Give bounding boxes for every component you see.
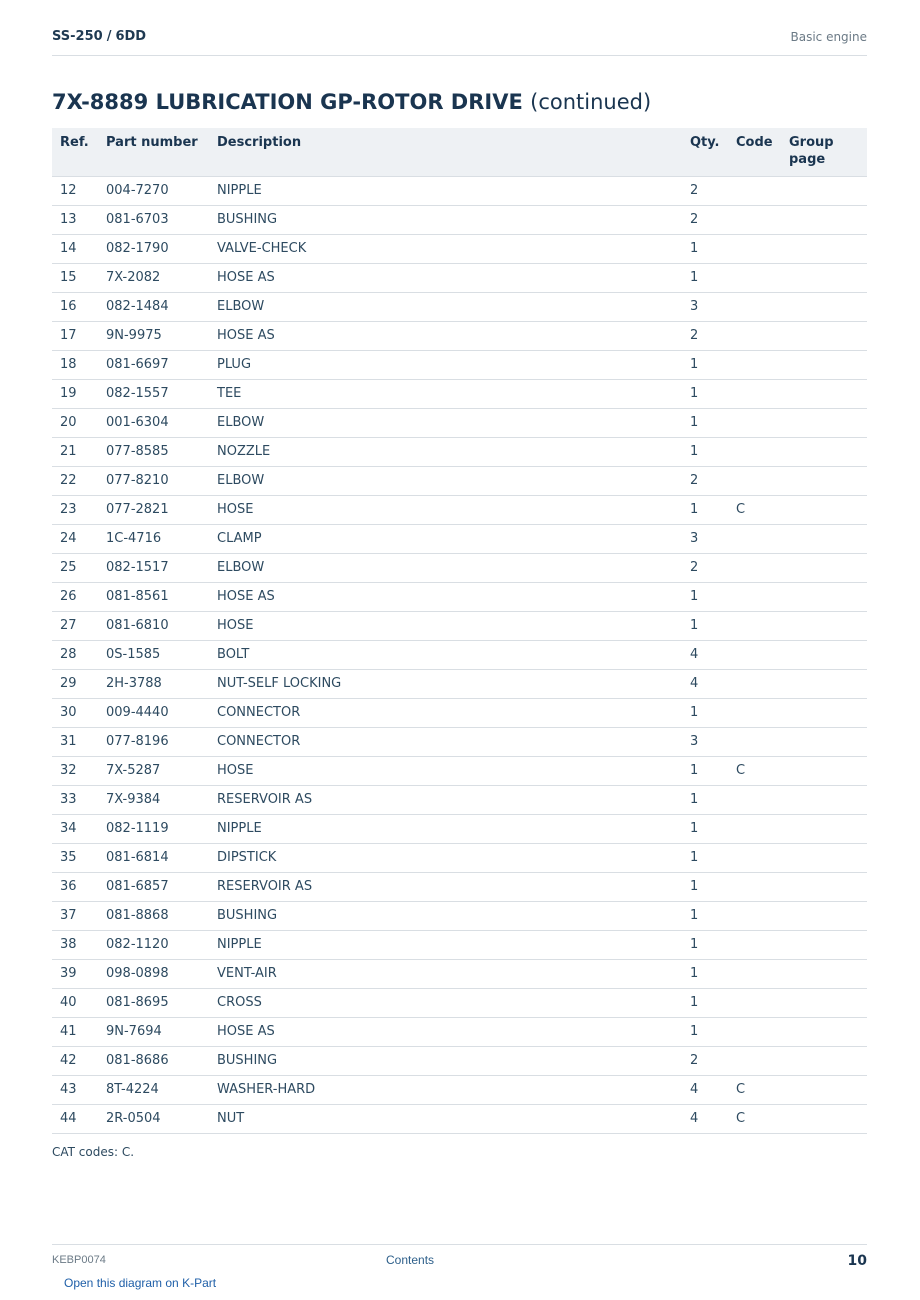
table-row <box>52 814 867 843</box>
cell-part-number: 082-1790 <box>98 234 209 263</box>
cell-qty: 1 <box>682 930 728 959</box>
cell-qty: 1 <box>682 959 728 988</box>
cell-code: C <box>728 1104 781 1133</box>
cell-description: NUT-SELF LOCKING <box>209 669 682 698</box>
table-row <box>52 930 867 959</box>
cell-group-page <box>781 350 867 379</box>
cell-part-number: 081-8686 <box>98 1046 209 1075</box>
table-row <box>52 524 867 553</box>
cell-description: HOSE <box>209 495 682 524</box>
cell-ref: 37 <box>52 901 98 930</box>
cell-description: WASHER-HARD <box>209 1075 682 1104</box>
table-row <box>52 756 867 785</box>
cell-group-page <box>781 553 867 582</box>
cell-code <box>728 930 781 959</box>
table-row <box>52 466 867 495</box>
cell-group-page <box>781 988 867 1017</box>
cell-ref: 36 <box>52 872 98 901</box>
cell-qty: 4 <box>682 669 728 698</box>
cell-code <box>728 872 781 901</box>
cell-code <box>728 698 781 727</box>
table-row <box>52 872 867 901</box>
cell-group-page <box>781 408 867 437</box>
cell-part-number: 1C-4716 <box>98 524 209 553</box>
cell-qty: 1 <box>682 582 728 611</box>
cell-part-number: 081-6697 <box>98 350 209 379</box>
cell-part-number: 082-1120 <box>98 930 209 959</box>
cell-part-number: 081-6814 <box>98 843 209 872</box>
cell-code <box>728 669 781 698</box>
cell-description: HOSE <box>209 756 682 785</box>
table-row <box>52 1104 867 1133</box>
cell-description: ELBOW <box>209 408 682 437</box>
cell-part-number: 7X-5287 <box>98 756 209 785</box>
cell-qty: 1 <box>682 1017 728 1046</box>
cell-group-page <box>781 1075 867 1104</box>
cell-part-number: 009-4440 <box>98 698 209 727</box>
cell-qty: 4 <box>682 1104 728 1133</box>
parts-table-header <box>52 128 867 176</box>
cell-ref: 14 <box>52 234 98 263</box>
cell-qty: 1 <box>682 379 728 408</box>
cell-description: TEE <box>209 379 682 408</box>
cell-qty: 2 <box>682 553 728 582</box>
table-row <box>52 379 867 408</box>
cell-group-page <box>781 843 867 872</box>
cell-ref: 21 <box>52 437 98 466</box>
contents-link[interactable]: Contents <box>386 1253 435 1267</box>
cell-qty: 1 <box>682 843 728 872</box>
cell-group-page <box>781 524 867 553</box>
cell-description: CLAMP <box>209 524 682 553</box>
cell-qty: 1 <box>682 814 728 843</box>
cell-description: NIPPLE <box>209 930 682 959</box>
cell-part-number: 098-0898 <box>98 959 209 988</box>
cell-description: BUSHING <box>209 1046 682 1075</box>
cell-ref: 43 <box>52 1075 98 1104</box>
cell-code <box>728 1046 781 1075</box>
cell-code <box>728 785 781 814</box>
cell-code <box>728 263 781 292</box>
cell-group-page <box>781 1046 867 1075</box>
cell-description: NIPPLE <box>209 814 682 843</box>
model-name: SS-250 <box>52 29 103 44</box>
cell-description: PLUG <box>209 350 682 379</box>
cell-description: HOSE <box>209 611 682 640</box>
cell-part-number: 2H-3788 <box>98 669 209 698</box>
cell-code <box>728 379 781 408</box>
cell-part-number: 077-2821 <box>98 495 209 524</box>
cell-ref: 23 <box>52 495 98 524</box>
cell-qty: 1 <box>682 698 728 727</box>
cell-part-number: 0S-1585 <box>98 640 209 669</box>
cell-ref: 40 <box>52 988 98 1017</box>
table-row <box>52 669 867 698</box>
cell-qty: 1 <box>682 901 728 930</box>
cell-qty: 1 <box>682 234 728 263</box>
cell-ref: 22 <box>52 466 98 495</box>
cell-code <box>728 582 781 611</box>
table-row <box>52 1046 867 1075</box>
cell-qty: 2 <box>682 205 728 234</box>
cell-code <box>728 466 781 495</box>
cell-ref: 30 <box>52 698 98 727</box>
table-row <box>52 582 867 611</box>
cell-part-number: 8T-4224 <box>98 1075 209 1104</box>
cell-description: ELBOW <box>209 292 682 321</box>
cell-description: NOZZLE <box>209 437 682 466</box>
cell-ref: 42 <box>52 1046 98 1075</box>
cell-ref: 28 <box>52 640 98 669</box>
col-part-number: Part number <box>98 128 209 176</box>
cell-group-page <box>781 669 867 698</box>
cell-part-number: 081-8868 <box>98 901 209 930</box>
cell-ref: 25 <box>52 553 98 582</box>
document-id: KEBP0074 <box>52 1254 106 1266</box>
cell-description: RESERVOIR AS <box>209 785 682 814</box>
cell-ref: 38 <box>52 930 98 959</box>
cell-group-page <box>781 582 867 611</box>
cell-code: C <box>728 1075 781 1104</box>
cell-ref: 34 <box>52 814 98 843</box>
cell-ref: 31 <box>52 727 98 756</box>
cell-group-page <box>781 930 867 959</box>
cell-code <box>728 176 781 205</box>
table-row <box>52 727 867 756</box>
table-row <box>52 176 867 205</box>
cell-ref: 44 <box>52 1104 98 1133</box>
table-row <box>52 234 867 263</box>
cell-code <box>728 524 781 553</box>
cell-qty: 1 <box>682 611 728 640</box>
cell-qty: 1 <box>682 263 728 292</box>
cell-group-page <box>781 495 867 524</box>
cell-ref: 41 <box>52 1017 98 1046</box>
cell-qty: 1 <box>682 872 728 901</box>
cell-description: VENT-AIR <box>209 959 682 988</box>
table-row <box>52 205 867 234</box>
cell-part-number: 081-6810 <box>98 611 209 640</box>
cell-part-number: 7X-2082 <box>98 263 209 292</box>
cell-qty: 2 <box>682 466 728 495</box>
col-ref: Ref. <box>52 128 98 176</box>
title-main: 7X-8889 LUBRICATION GP-ROTOR DRIVE <box>52 90 523 114</box>
cell-group-page <box>781 698 867 727</box>
cell-description: BUSHING <box>209 205 682 234</box>
cell-qty: 4 <box>682 640 728 669</box>
col-code: Code <box>728 128 781 176</box>
col-group-page: Group page <box>781 128 867 176</box>
cell-qty: 2 <box>682 321 728 350</box>
cell-code <box>728 292 781 321</box>
cell-qty: 3 <box>682 524 728 553</box>
cell-part-number: 001-6304 <box>98 408 209 437</box>
cell-part-number: 081-8695 <box>98 988 209 1017</box>
cell-code <box>728 959 781 988</box>
cell-group-page <box>781 263 867 292</box>
cell-group-page <box>781 234 867 263</box>
cell-part-number: 9N-7694 <box>98 1017 209 1046</box>
cell-ref: 18 <box>52 350 98 379</box>
title-suffix: (continued) <box>530 90 652 114</box>
table-row <box>52 437 867 466</box>
cell-code: C <box>728 495 781 524</box>
cell-group-page <box>781 814 867 843</box>
col-qty: Qty. <box>682 128 728 176</box>
cell-code <box>728 611 781 640</box>
cell-group-page <box>781 292 867 321</box>
table-row <box>52 698 867 727</box>
cat-codes-note: CAT codes: C. <box>52 1145 135 1159</box>
cell-part-number: 2R-0504 <box>98 1104 209 1133</box>
cell-group-page <box>781 176 867 205</box>
cell-group-page <box>781 379 867 408</box>
cell-description: NIPPLE <box>209 176 682 205</box>
table-row <box>52 292 867 321</box>
cell-code <box>728 843 781 872</box>
header-separator: / <box>106 29 112 44</box>
cell-description: HOSE AS <box>209 582 682 611</box>
page-footer <box>52 1244 867 1269</box>
cell-description: CONNECTOR <box>209 698 682 727</box>
cell-group-page <box>781 640 867 669</box>
cell-description: CROSS <box>209 988 682 1017</box>
cell-description: RESERVOIR AS <box>209 872 682 901</box>
table-row <box>52 843 867 872</box>
page-title <box>52 90 651 114</box>
cell-ref: 16 <box>52 292 98 321</box>
cell-group-page <box>781 611 867 640</box>
table-row <box>52 1017 867 1046</box>
cell-code: C <box>728 756 781 785</box>
cell-description: NUT <box>209 1104 682 1133</box>
cell-ref: 29 <box>52 669 98 698</box>
cell-part-number: 082-1517 <box>98 553 209 582</box>
col-description: Description <box>209 128 682 176</box>
cell-part-number: 081-8561 <box>98 582 209 611</box>
model-engine-label <box>52 29 146 44</box>
cell-description: HOSE AS <box>209 263 682 292</box>
cell-code <box>728 553 781 582</box>
cell-part-number: 081-6703 <box>98 205 209 234</box>
cell-code <box>728 901 781 930</box>
table-row <box>52 611 867 640</box>
cell-ref: 24 <box>52 524 98 553</box>
cell-code <box>728 814 781 843</box>
cell-code <box>728 437 781 466</box>
cell-description: HOSE AS <box>209 321 682 350</box>
cell-group-page <box>781 321 867 350</box>
cell-group-page <box>781 466 867 495</box>
cell-qty: 2 <box>682 1046 728 1075</box>
cell-part-number: 082-1119 <box>98 814 209 843</box>
cell-part-number: 082-1557 <box>98 379 209 408</box>
cell-code <box>728 1017 781 1046</box>
cell-group-page <box>781 872 867 901</box>
cell-ref: 32 <box>52 756 98 785</box>
table-row <box>52 321 867 350</box>
page-header <box>52 29 867 56</box>
table-row <box>52 350 867 379</box>
table-row <box>52 263 867 292</box>
table-row <box>52 1075 867 1104</box>
cell-part-number: 9N-9975 <box>98 321 209 350</box>
cell-part-number: 004-7270 <box>98 176 209 205</box>
open-diagram-link[interactable]: Open this diagram on K-Part <box>64 1276 217 1290</box>
cell-description: ELBOW <box>209 553 682 582</box>
cell-group-page <box>781 727 867 756</box>
table-row <box>52 959 867 988</box>
cell-group-page <box>781 785 867 814</box>
cell-code <box>728 408 781 437</box>
cell-group-page <box>781 437 867 466</box>
cell-qty: 1 <box>682 756 728 785</box>
cell-code <box>728 350 781 379</box>
cell-group-page <box>781 1017 867 1046</box>
cell-group-page <box>781 205 867 234</box>
cell-qty: 3 <box>682 292 728 321</box>
cell-part-number: 082-1484 <box>98 292 209 321</box>
cell-description: BUSHING <box>209 901 682 930</box>
cell-ref: 35 <box>52 843 98 872</box>
cell-code <box>728 727 781 756</box>
cell-qty: 1 <box>682 785 728 814</box>
cell-description: DIPSTICK <box>209 843 682 872</box>
cell-part-number: 077-8585 <box>98 437 209 466</box>
cell-ref: 27 <box>52 611 98 640</box>
page-number: 10 <box>847 1253 867 1269</box>
parts-table-body <box>52 176 867 1133</box>
cell-code <box>728 321 781 350</box>
cell-ref: 15 <box>52 263 98 292</box>
cell-ref: 39 <box>52 959 98 988</box>
cell-qty: 1 <box>682 437 728 466</box>
cell-group-page <box>781 756 867 785</box>
cell-ref: 33 <box>52 785 98 814</box>
cell-description: CONNECTOR <box>209 727 682 756</box>
table-row <box>52 901 867 930</box>
cell-qty: 4 <box>682 1075 728 1104</box>
cell-part-number: 077-8196 <box>98 727 209 756</box>
cell-qty: 1 <box>682 988 728 1017</box>
cell-qty: 1 <box>682 408 728 437</box>
table-row <box>52 553 867 582</box>
parts-table <box>52 128 867 1134</box>
section-name: Basic engine <box>790 30 867 44</box>
cell-qty: 1 <box>682 495 728 524</box>
table-row <box>52 408 867 437</box>
cell-ref: 17 <box>52 321 98 350</box>
table-row <box>52 495 867 524</box>
cell-part-number: 081-6857 <box>98 872 209 901</box>
cell-description: BOLT <box>209 640 682 669</box>
table-row <box>52 640 867 669</box>
cell-part-number: 077-8210 <box>98 466 209 495</box>
cell-ref: 26 <box>52 582 98 611</box>
cell-ref: 19 <box>52 379 98 408</box>
cell-qty: 2 <box>682 176 728 205</box>
cell-code <box>728 205 781 234</box>
cell-ref: 20 <box>52 408 98 437</box>
cell-description: VALVE-CHECK <box>209 234 682 263</box>
table-row <box>52 988 867 1017</box>
cell-code <box>728 640 781 669</box>
cell-part-number: 7X-9384 <box>98 785 209 814</box>
cell-code <box>728 234 781 263</box>
cell-group-page <box>781 959 867 988</box>
cell-ref: 12 <box>52 176 98 205</box>
cell-group-page <box>781 901 867 930</box>
table-row <box>52 785 867 814</box>
cell-qty: 3 <box>682 727 728 756</box>
cell-qty: 1 <box>682 350 728 379</box>
cell-group-page <box>781 1104 867 1133</box>
cell-ref: 13 <box>52 205 98 234</box>
cell-description: HOSE AS <box>209 1017 682 1046</box>
cell-code <box>728 988 781 1017</box>
cell-description: ELBOW <box>209 466 682 495</box>
engine-name: 6DD <box>115 29 147 44</box>
